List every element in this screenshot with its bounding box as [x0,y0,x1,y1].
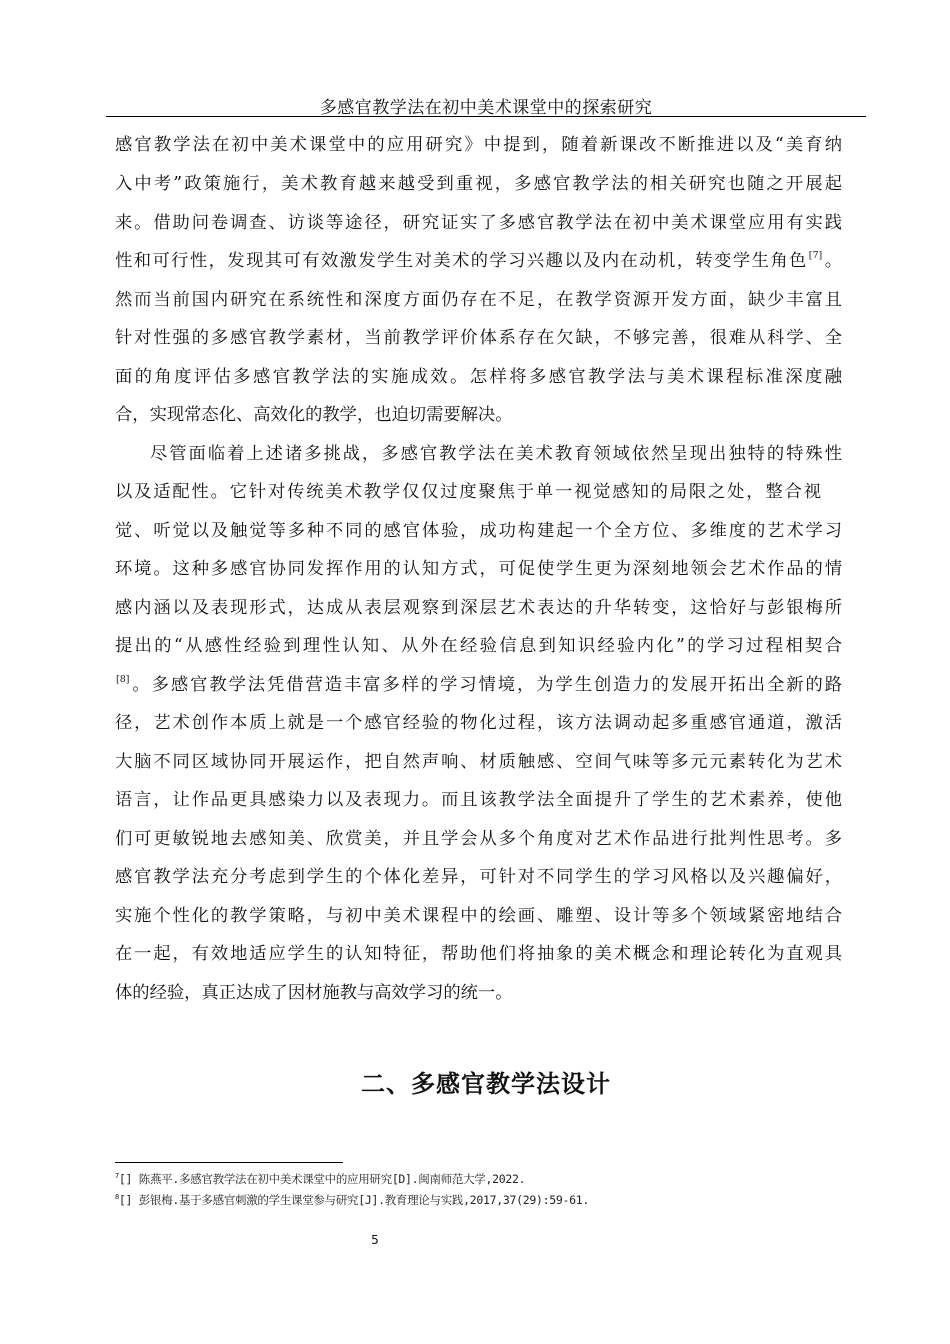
body-line: 然而当前国内研究在系统性和深度方面仍存在不足，在教学资源开发方面，缺少丰富且 [115,290,842,310]
body-line: 径，艺术创作本质上就是一个感官经验的物化过程，该方法调动起多重感官通道，激活 [115,713,842,733]
body-line: 合，实现常态化、高效化的教学，也迫切需要解决。 [115,405,513,425]
footnote-text: [] 陈燕平.多感官教学法在初中美术课堂中的应用研究[D].闽南师范大学,2022. [118,1172,526,1186]
body-line: 面的角度评估多感官教学法的实施成效。怎样将多感官教学法与美术课程标准深度融 [115,367,842,387]
body-line: 针对性强的多感官教学素材，当前教学评价体系存在欠缺，不够完善，很难从科学、全 [115,328,842,348]
body-line: 语言，让作品更具感染力以及表现力。而且该教学法全面提升了学生的艺术素养，使他 [115,790,842,810]
body-line: 来。借助问卷调查、访谈等途径，研究证实了多感官教学法在初中美术课堂应用有实践 [115,213,842,233]
footnote-mark: 8 [115,1193,119,1201]
footnote-rule [115,1162,343,1163]
body-line-with-citation [115,251,842,271]
citation-8[interactable]: [8] [116,674,130,685]
body-line: 感内涵以及表现形式，达成从表层观察到深层艺术表达的升华转变，这恰好与彭银梅所 [115,598,842,618]
body-line: 们可更敏锐地去感知美、欣赏美，并且学会从多个角度对艺术作品进行批判性思考。多 [115,829,842,849]
body-text: 。多感官教学法凭借营造丰富多样的学习情境，为学生创造力的发展开拓出全新的路 [130,675,842,695]
footnote-text: [] 彭银梅.基于多感官刺激的学生课堂参与研究[J].教育理论与实践,2017,37(29):59-61. [118,1193,589,1207]
body-text: 。 [823,251,842,271]
body-line: 感官教学法充分考虑到学生的个体化差异，可针对不同学生的学习风格以及兴趣偏好， [115,867,842,887]
running-header: 多感官教学法在初中美术课堂中的探索研究 [319,98,653,118]
body-line: 提出的“从感性经验到理性认知、从外在经验信息到知识经验内化”的学习过程相契合 [115,636,842,656]
body-line: 以及适配性。它针对传统美术教学仅仅过度聚焦于单一视觉感知的局限之处，整合视 [115,482,821,502]
body-line: 感官教学法在初中美术课堂中的应用研究》中提到，随着新课改不断推进以及“美育纳 [115,135,842,155]
body-line: 实施个性化的教学策略，与初中美术课程中的绘画、雕塑、设计等多个领域紧密地结合 [115,906,842,926]
citation-7[interactable]: [7] [808,250,823,261]
body-text: 性和可行性，发现其可有效激发学生对美术的学习兴趣以及内在动机，转变学生角色 [115,251,808,271]
header-rule [106,116,866,117]
body-line: 大脑不同区域协同开展运作，把自然声响、材质触感、空间气味等多元元素转化为艺术 [115,752,842,772]
body-line-indented: 尽管面临着上述诸多挑战，多感官教学法在美术教育领域依然呈现出独特的特殊性 [150,444,842,464]
page-number: 5 [371,1233,379,1247]
body-line: 入中考”政策施行，美术教育越来越受到重视，多感官教学法的相关研究也随之开展起 [115,174,842,194]
body-line: 体的经验，真正达成了因材施教与高效学习的统一。 [115,983,513,1003]
body-line: 环境。这种多感官协同发挥作用的认知方式，可促使学生更为深刻地领会艺术作品的情 [115,559,842,579]
body-line: 觉、听觉以及触觉等多种不同的感官体验，成功构建起一个全方位、多维度的艺术学习 [115,521,842,541]
footnote-8 [115,1192,589,1208]
footnote-mark: 7 [115,1172,119,1180]
footnote-7 [115,1171,525,1187]
body-line: 在一起，有效地适应学生的认知特征，帮助他们将抽象的美术概念和理论转化为直观具 [115,944,842,964]
section-heading: 二、多感官教学法设计 [361,1070,611,1098]
body-line-with-citation [115,675,842,695]
